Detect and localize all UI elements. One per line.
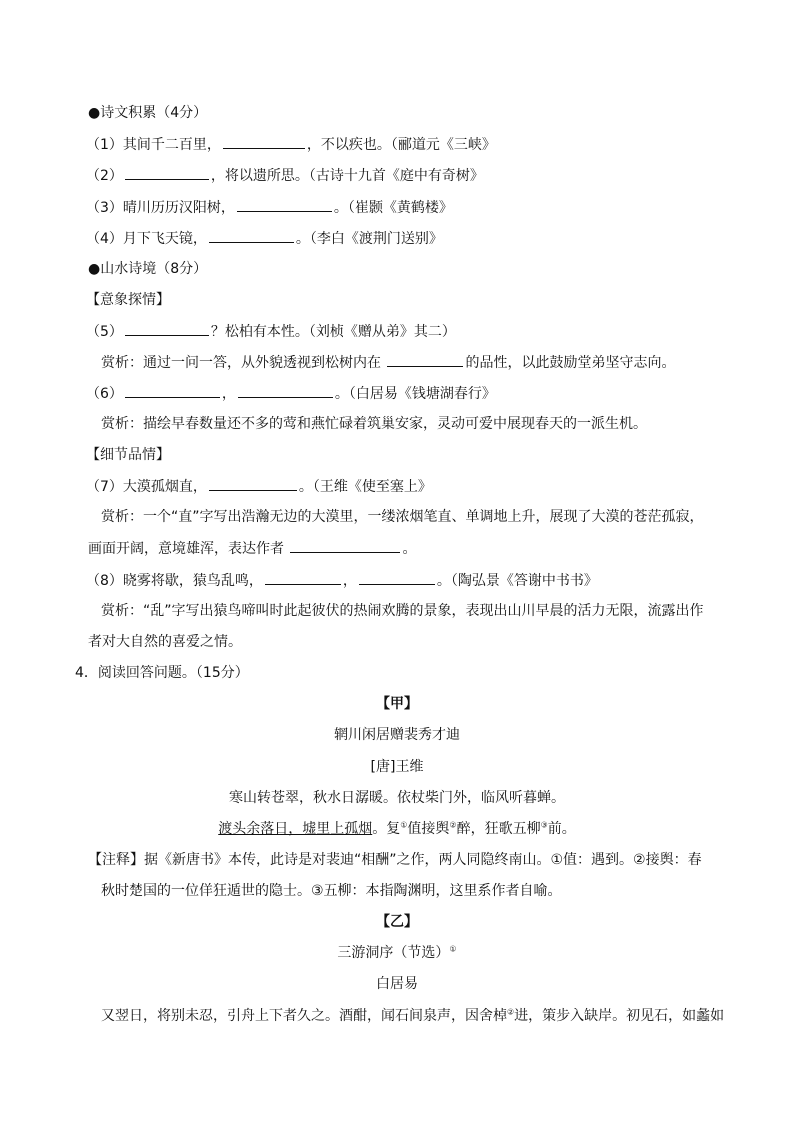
underlined-lines: 渡头余落日，墟里上孤烟	[218, 821, 373, 837]
question-2: （2） ，将以遗所思。（古诗十九首《庭中有奇树》	[86, 165, 484, 186]
answer-blank[interactable]	[290, 538, 400, 553]
text-a-tag: 【甲】	[376, 696, 418, 712]
question-6-appreciation: 赏析：描绘早春数量还不多的莺和燕忙碌着筑巢安家，灵动可爱中展现春天的一派生机。	[101, 416, 647, 432]
section-heading-poetry-accumulation: ●诗文积累（4分）	[88, 105, 208, 121]
answer-blank[interactable]	[125, 165, 209, 180]
answer-blank[interactable]	[125, 383, 220, 398]
answer-blank[interactable]	[209, 228, 294, 243]
question-4: （4）月下飞天镜， 。（李白《渡荆门送别》	[86, 228, 443, 249]
text-a-note-line1: 【注释】据《新唐书》本传，此诗是对裴迪“相酬”之作，两人同隐终南山。①值：遇到。②接舆：春	[88, 852, 702, 868]
answer-blank[interactable]	[238, 383, 333, 398]
question-8-appreciation-line1: 赏析：“乱”字写出猿鸟啼叫时此起彼伏的热闹欢腾的景象，表现出山川早晨的活力无限，流露出作	[101, 603, 704, 619]
question-6: （6） ， 。（白居易《钱塘湖春行》	[86, 383, 496, 404]
bullet-icon: ●	[88, 105, 101, 121]
text-a-poem-line2: 渡头余落日，墟里上孤烟。复①值接舆②醉，狂歌五柳③前。	[218, 820, 576, 837]
text-b-tag: 【乙】	[376, 914, 418, 930]
subheading-details: 【细节品情】	[86, 447, 170, 463]
question-3: （3）晴川历历汉阳树， 。（崔颢《黄鹤楼》	[86, 197, 453, 218]
text-b-title: 三游洞序（节选）①	[337, 944, 457, 961]
answer-blank[interactable]	[265, 570, 341, 585]
text-a-title: 辋川闲居赠裴秀才迪	[334, 727, 460, 743]
answer-blank[interactable]	[223, 134, 305, 149]
question-5-appreciation: 赏析：通过一问一答，从外貌透视到松树内在 的品性，以此鼓励堂弟坚守志向。	[101, 352, 675, 373]
question-7: （7）大漠孤烟直， 。（王维《使至塞上》	[86, 476, 432, 497]
text-a-poem-line1: 寒山转苍翠，秋水日潺暖。依杖柴门外，临风听暮蝉。	[229, 790, 565, 806]
answer-blank[interactable]	[209, 476, 297, 491]
question-5: （5） ？松柏有本性。（刘桢《赠从弟》其二）	[86, 321, 456, 342]
text-a-author: [唐]王维	[370, 759, 424, 775]
text-b-author: 白居易	[376, 976, 418, 992]
question-4-reading: 4．阅读回答问题。（15分）	[75, 665, 249, 681]
question-7-appreciation-line2: 画面开阔，意境雄浑，表达作者 。	[88, 538, 416, 559]
answer-blank[interactable]	[359, 570, 435, 585]
question-8-appreciation-line2: 者对大自然的喜爱之情。	[88, 634, 242, 650]
section-heading-landscape-poetry: ●山水诗境（8分）	[88, 261, 208, 277]
bullet-icon: ●	[88, 261, 101, 277]
subheading-imagery: 【意象探情】	[86, 292, 170, 308]
text-a-note-line2: 秋时楚国的一位佯狂遁世的隐士。③五柳：本指陶渊明，这里系作者自喻。	[101, 883, 562, 899]
text-b-paragraph: 又翌日，将别未忍，引舟上下者久之。酒酣，闻石间泉声，因舍棹②进，策步入缺岸。初见石，如蠡如	[101, 1007, 725, 1024]
question-7-appreciation-line1: 赏析：一个“直”字写出浩瀚无边的大漠里，一缕浓烟笔直、单调地上升，展现了大漠的苍茫孤寂，	[101, 509, 704, 525]
question-8: （8）晓雾将歇，猿鸟乱鸣， ， 。（陶弘景《答谢中书书》	[86, 570, 598, 591]
answer-blank[interactable]	[237, 197, 332, 212]
answer-blank[interactable]	[387, 352, 463, 367]
answer-blank[interactable]	[125, 321, 209, 336]
question-1: （1）其间千二百里， ，不以疾也。（郦道元《三峡》	[86, 134, 496, 155]
